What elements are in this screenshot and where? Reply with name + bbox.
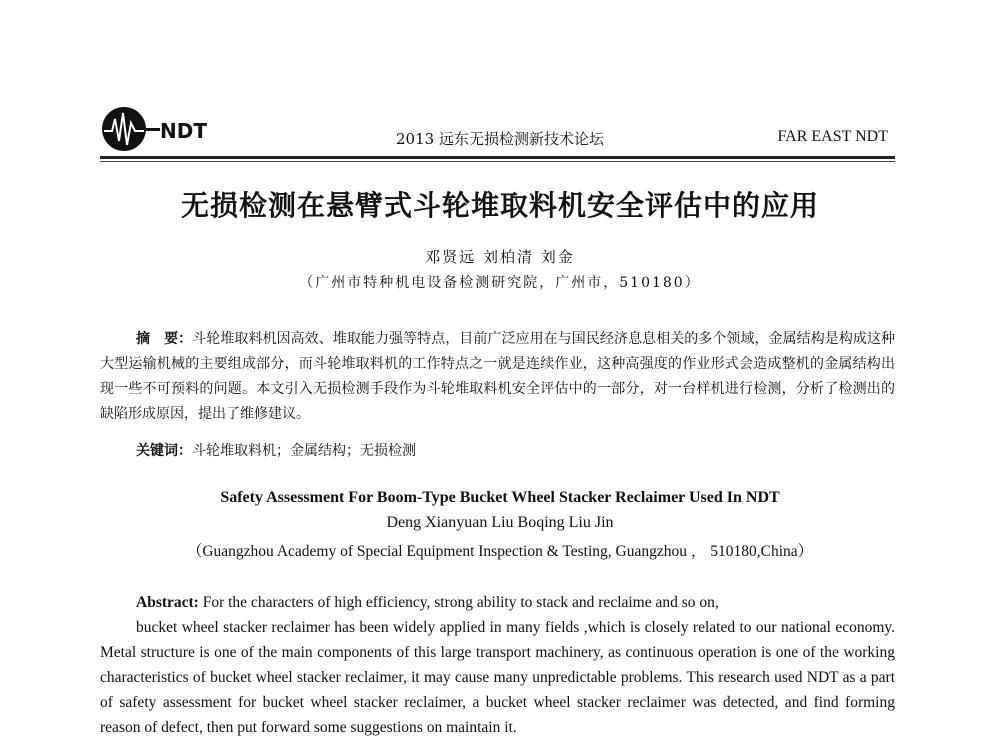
abstract-first-line-en: For the characters of high efficiency, strong ability to stack and reclaime and so on,: [202, 594, 719, 611]
abstract-text-cn: 斗轮堆取料机因高效、堆取能力强等特点，目前广泛应用在与国民经济息息相关的多个领域，金属结构是构成这种大型运输机械的主要组成部分，而斗轮堆取料机的工作特点之一就是连续作业，这种高强度的作业形式会造成整机的金属结构出现一些不可预料的问题。本文引入无损检测手段作为斗轮堆取料机安全评估中的一部分，对一台样机进行检测，分析了检测出的缺陷形成原因，提出了维修建议。: [100, 331, 896, 422]
abstract-label-cn: 摘 要：: [136, 331, 193, 347]
affiliation-cn: （广州市特种机电设备检测研究院，广州市，510180）: [299, 275, 701, 291]
abstract-body-en: bucket wheel stacker reclaimer has been widely applied in many fields ,which is closely related to our national economy. Metal structure is one of the main components of this large transport machinery, as continuous operation is one of the working characteristics of bucket wheel stacker reclaimer, it may cause many unpredictable problems. This research used NDT as a part of safety assessment for bucket wheel stacker reclaimer, a bucket wheel stacker reclaimer was detected, and find forming reason of defect, then put forward some suggestions on maintain it.: [100, 619, 895, 736]
authors-cn: 邓贤远 刘柏清 刘金: [425, 248, 575, 266]
keywords-text-cn: 斗轮堆取料机；金属结构；无损检测: [192, 443, 416, 459]
authors-en: Deng Xianyuan Liu Boqing Liu Jin: [386, 514, 614, 531]
paper-title-en: Safety Assessment For Boom-Type Bucket Wheel Stacker Reclaimer Used In NDT: [220, 489, 780, 506]
header-rule: [100, 156, 895, 159]
abstract-label-en: Abstract:: [136, 594, 199, 611]
abstract-en: [100, 590, 895, 740]
conference-english-title: FAR EAST NDT: [777, 128, 888, 145]
keywords-cn: [136, 440, 416, 460]
affiliation-en: （Guangzhou Academy of Special Equipment Inspection & Testing, Guangzhou ， 510180,China）: [186, 543, 814, 560]
abstract-cn: [100, 327, 895, 427]
svg-text:NDT: NDT: [160, 119, 207, 143]
ndt-logo-icon: [100, 105, 207, 155]
ndt-logo: [100, 105, 207, 155]
keywords-label-cn: 关键词：: [136, 443, 192, 459]
header-rule-thin: [100, 161, 895, 162]
paper-title-cn: 无损检测在悬臂式斗轮堆取料机安全评估中的应用: [180, 189, 819, 222]
conference-title: 2013 远东无损检测新技术论坛: [396, 130, 604, 148]
